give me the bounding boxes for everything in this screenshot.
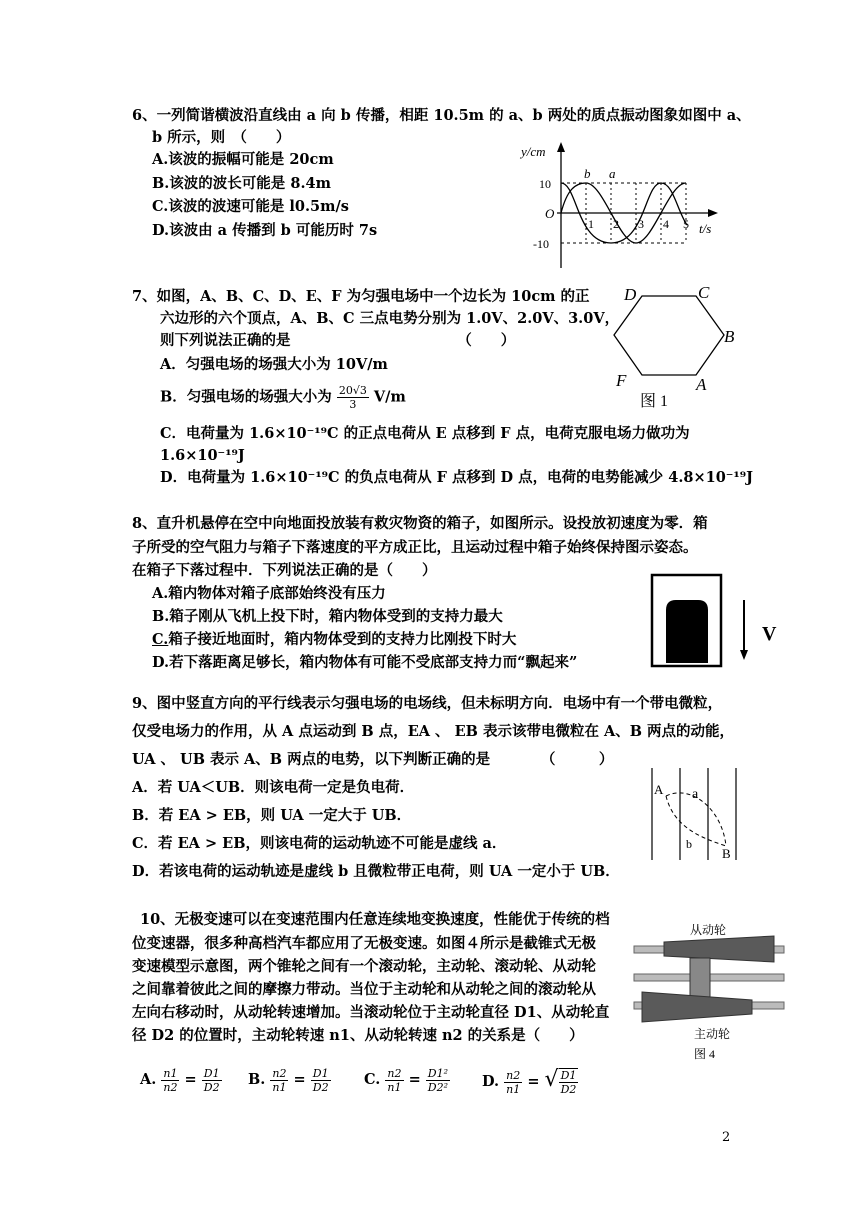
rhs-denominator: D2 (203, 1080, 220, 1094)
q10-stem-line1: 10、无极变速可以在变速范围内任意连续地变换速度，性能优于传统的档 (140, 911, 610, 928)
vertex-b-label: B (724, 327, 735, 346)
q10-option-b-letter: B. (248, 1071, 266, 1088)
q7-option-d: D．电荷量为 1.6×10⁻¹⁹C 的负点电荷从 F 点移到 D 点，电荷的电势能减少 4.8×10⁻¹⁹J (160, 469, 753, 486)
q10-option-a (140, 1058, 222, 1102)
rhs-denominator: D2 (312, 1080, 329, 1094)
velocity-arrow-icon (740, 650, 748, 660)
q7-option-a: A．匀强电场的场强大小为 10V/m (160, 356, 388, 373)
lhs-numerator: n2 (272, 1066, 287, 1080)
equals-sign: = (408, 1071, 421, 1088)
x-axis-label: t/s (699, 221, 712, 236)
q10-option-c-letter: C. (364, 1071, 381, 1088)
hexagon (614, 296, 724, 375)
x-tick-2: 2 (613, 217, 619, 231)
q9-field-figure (640, 768, 750, 862)
q8-stem-line3: 在箱子下落过程中．下列说法正确的是（ ） (132, 562, 437, 579)
y-axis-arrow-icon (557, 142, 565, 152)
q10-option-d-letter: D. (482, 1073, 500, 1090)
q10-stem-line4: 之间靠着彼此之间的摩擦力带动。当位于主动轮和从动轮之间的滚动轮从 (132, 981, 596, 998)
vertex-f-label: F (616, 371, 627, 390)
page-number: 2 (722, 1130, 731, 1145)
q7-option-c-line1: C．电荷量为 1.6×10⁻¹⁹C 的正点电荷从 E 点移到 F 点，电荷克服电场力做功为 (160, 425, 690, 442)
driven-cone (664, 936, 774, 962)
q10-option-a-lhs (161, 1067, 179, 1094)
q7-stem-line1: 7、如图，A、B、C、D、E、F 为匀强电场中一个边长为 10cm 的正 (132, 288, 590, 305)
velocity-label: V (762, 623, 777, 645)
x-tick-1: 1 (588, 217, 594, 231)
driving-cone (642, 992, 752, 1022)
q10-stem-line3: 变速模型示意图，两个锥轮之间有一个滚动轮，主动轮、滚动轮、从动轮 (132, 958, 596, 975)
y-tick-10: 10 (539, 177, 551, 191)
fraction-numerator: 20√3 (338, 384, 367, 397)
q6-option-b: B.该波的波长可能是 8.4m (152, 175, 331, 192)
q10-option-a-letter: A. (140, 1071, 157, 1088)
rhs-denominator: D2² (427, 1080, 449, 1094)
q9-option-a: A．若 UA＜UB．则该电荷一定是负电荷． (132, 779, 415, 796)
q7-option-c-line2: 1.6×10⁻¹⁹J (160, 447, 245, 464)
vertex-a-label: A (696, 375, 707, 394)
driven-wheel-label: 从动轮 (690, 923, 727, 937)
q10-option-c-rhs (426, 1067, 450, 1094)
q8-option-c-text: 箱子接近地面时，箱内物体受到的支持力比刚投下时大 (168, 631, 517, 648)
q7-option-b-fraction (337, 384, 369, 411)
q10-option-d (482, 1058, 578, 1102)
q10-stem-line6: 径 D2 的位置时，主动轮转速 n1、从动轮转速 n2 的关系是（ ） (132, 1027, 584, 1044)
q8-option-d: D.若下落距离足够长，箱内物体有可能不受底部支持力而“飘起来” (152, 654, 578, 671)
q10-option-c (364, 1058, 450, 1102)
q10-option-b-rhs (311, 1067, 331, 1094)
trajectory-b-label: b (686, 837, 692, 851)
q10-option-b-lhs (270, 1067, 288, 1094)
lhs-denominator: n1 (506, 1082, 521, 1096)
q8-option-c (152, 630, 516, 650)
origin-label: O (545, 206, 555, 221)
lhs-denominator: n1 (272, 1080, 287, 1094)
idler-roller (690, 958, 710, 1000)
figure-1-caption: 图 1 (640, 393, 669, 410)
q8-option-c-letter: C. (152, 631, 169, 648)
driving-wheel-label: 主动轮 (694, 1027, 731, 1041)
q10-option-a-rhs (202, 1067, 222, 1094)
rhs-denominator: D2 (560, 1083, 577, 1096)
q10-stem-line5: 左向右移动时，从动轮转速增加。当滚动轮位于主动轮直径 D1、从动轮直 (132, 1004, 610, 1021)
q10-option-b (248, 1058, 331, 1102)
q7-stem-line3: 则下列说法正确的是 （ ） (160, 332, 516, 349)
q10-option-d-lhs (504, 1069, 522, 1096)
q6-vibration-graph (515, 140, 725, 270)
q10-option-c-lhs (385, 1067, 403, 1094)
x-tick-4: 4 (663, 217, 669, 231)
x-axis-arrow-icon (708, 209, 718, 217)
x-tick-5: 5 (683, 217, 689, 231)
q6-option-a: A.该波的振幅可能是 20cm (152, 151, 334, 168)
q9-option-c: C．若 EA > EB，则该电荷的运动轨迹不可能是虚线 a． (132, 835, 507, 852)
q8-stem-line1: 8、直升机悬停在空中向地面投放装有救灾物资的箱子，如图所示。设投放初速度为零．箱 (132, 515, 708, 532)
figure-4-caption: 图 4 (694, 1047, 716, 1061)
point-b-label: B (722, 846, 731, 861)
rhs-numerator: D1 (560, 1069, 577, 1082)
q6-option-c: C.该波的波速可能是 l0.5m/s (152, 198, 349, 215)
equals-sign: = (527, 1073, 540, 1090)
q10-option-d-rhs (559, 1068, 579, 1096)
lhs-denominator: n2 (163, 1080, 178, 1094)
lhs-numerator: n2 (506, 1068, 521, 1082)
trajectory-a-label: a (692, 787, 699, 802)
sqrt-radical-icon: √ (544, 1067, 559, 1092)
q7-option-b-unit: V/m (373, 388, 406, 406)
rhs-numerator: D1 (203, 1066, 220, 1080)
q8-box-figure (646, 570, 796, 670)
x-tick-3: 3 (638, 217, 644, 231)
q10-cone-transmission-figure (628, 918, 788, 1068)
equals-sign: = (293, 1071, 306, 1088)
q7-option-b (160, 384, 406, 411)
y-tick-neg10: -10 (533, 237, 549, 251)
curve-b-label: b (584, 166, 591, 181)
q8-option-b: B.箱子刚从飞机上投下时，箱内物体受到的支持力最大 (152, 608, 503, 625)
lhs-numerator: n1 (163, 1066, 178, 1080)
q8-stem-line2: 子所受的空气阻力与箱子下落速度的平方成正比，且运动过程中箱子始终保持图示姿态。 (132, 539, 698, 556)
q9-stem-line3: UA 、 UB 表示 A、B 两点的电势，以下判断正确的是 （ ） (132, 751, 614, 768)
equals-sign: = (184, 1071, 197, 1088)
point-a-label: A (654, 782, 664, 797)
q9-option-d: D．若该电荷的运动轨迹是虚线 b 且微粒带正电荷，则 UA 一定小于 UB． (132, 863, 620, 880)
q9-stem-line2: 仅受电场力的作用，从 A 点运动到 B 点，EA 、 EB 表示该带电微粒在 A、B 两点的动能， (132, 723, 735, 740)
q7-stem-line2: 六边形的六个顶点，A、B、C 三点电势分别为 1.0V、2.0V、3.0V， (160, 310, 620, 327)
lhs-denominator: n1 (387, 1080, 402, 1094)
q7-option-b-text: B．匀强电场的场强大小为 (160, 388, 332, 406)
q9-option-b: B．若 EA > EB，则 UA 一定大于 UB． (132, 807, 412, 824)
q6-stem-line2: b 所示，则 （ ） (152, 129, 291, 146)
fraction-denominator: 3 (349, 398, 357, 411)
box-contents (666, 600, 708, 663)
lhs-numerator: n2 (387, 1066, 402, 1080)
q7-hexagon-figure (608, 280, 748, 410)
vertex-d-label: D (624, 285, 637, 304)
q8-option-a: A.箱内物体对箱子底部始终没有压力 (152, 585, 386, 602)
q9-stem-line1: 9、图中竖直方向的平行线表示匀强电场的电场线，但未标明方向．电场中有一个带电微粒， (132, 695, 723, 712)
q6-stem-line1: 6、一列简谐横波沿直线由 a 向 b 传播，相距 10.5m 的 a、b 两处的质点振动图象如图中 a、 (132, 107, 751, 124)
trajectory-b (666, 796, 726, 846)
q6-option-d: D.该波由 a 传播到 b 可能历时 7s (152, 222, 378, 239)
rhs-numerator: D1 (312, 1066, 329, 1080)
vertex-c-label: C (698, 283, 710, 302)
q10-stem-line2: 位变速器，很多种高档汽车都应用了无极变速。如图４所示是截锥式无极 (132, 935, 596, 952)
rhs-numerator: D1² (427, 1066, 449, 1080)
y-axis-label: y/cm (521, 144, 546, 159)
curve-a-label: a (609, 166, 616, 181)
